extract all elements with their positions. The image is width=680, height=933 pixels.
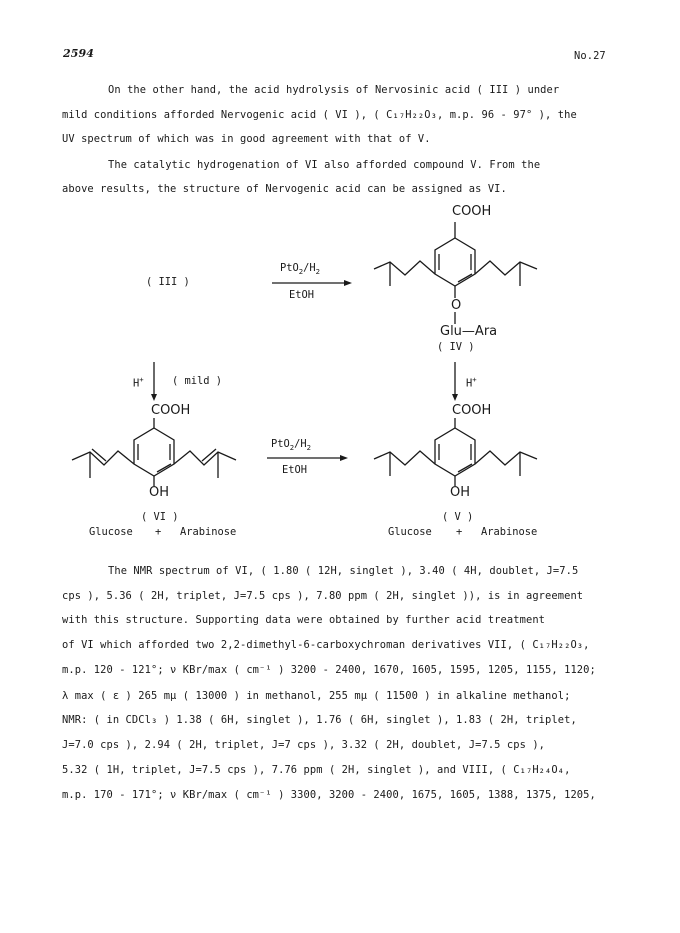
page-number: 2594 xyxy=(63,47,95,60)
structure-V xyxy=(374,418,537,486)
compound-V-label: ( V ) xyxy=(442,511,474,523)
text-line: The NMR spectrum of VI, ( 1.80 ( 12H, singlet ), 3.40 ( 4H, doublet, J=7.5 xyxy=(108,565,579,577)
text-line: m.p. 170 - 171°; ν KBr/max ( cm⁻¹ ) 3300, 3200 - 2400, 1675, 1605, 1388, 1375, 1205, xyxy=(62,789,596,801)
acid-label: H+ xyxy=(133,375,144,390)
glucose-label: Glucose xyxy=(388,526,432,538)
compound-IV-label: ( IV ) xyxy=(437,341,475,353)
structure-VI xyxy=(72,418,236,486)
oh-label: OH xyxy=(149,485,170,500)
text-line: m.p. 120 - 121°; ν KBr/max ( cm⁻¹ ) 3200 - 2400, 1670, 1605, 1595, 1205, 1155, 1120; xyxy=(62,664,596,676)
cooh-label: COOH xyxy=(452,204,492,219)
reagent-label: $PtO_2/H_2$ xyxy=(271,438,312,453)
text-line: λ max ( ε ) 265 mμ ( 13000 ) in methanol, 255 mμ ( 11500 ) in alkaline methanol; xyxy=(62,690,571,702)
text-line: cps ), 5.36 ( 2H, triplet, J=7.5 cps ), 7.80 ppm ( 2H, singlet )), is in agreement xyxy=(62,590,584,602)
glu-ara-label: Glu—Ara xyxy=(440,324,498,339)
arabinose-label: Arabinose xyxy=(481,526,538,538)
plus-label: + xyxy=(155,526,162,538)
text-line: 5.32 ( 1H, triplet, J=7.5 cps ), 7.76 ppm ( 2H, singlet ), and VIII, ( C₁₇H₂₄O₄, xyxy=(62,764,571,776)
cooh-label: COOH xyxy=(151,403,191,418)
reagent-label: $PtO_2/H_2$ xyxy=(280,262,321,277)
compound-III-label: ( III ) xyxy=(146,276,190,288)
oxygen-label: O xyxy=(451,298,462,313)
solvent-label: EtOH xyxy=(282,464,308,476)
cooh-label: COOH xyxy=(452,403,492,418)
text-line: J=7.0 cps ), 2.94 ( 2H, triplet, J=7 cps ), 3.32 ( 2H, doublet, J=7.5 cps ), xyxy=(62,739,546,751)
oh-label: OH xyxy=(450,485,471,500)
text-line: of VI which afforded two 2,2-dimethyl-6-carboxychroman derivatives VII, ( C₁₇H₂₂O₃, xyxy=(62,639,590,651)
text-line: UV spectrum of which was in good agreement with that of V. xyxy=(62,133,431,145)
compound-VI-label: ( VI ) xyxy=(141,511,179,523)
text-line: NMR: ( in CDCl₃ ) 1.38 ( 6H, singlet ), 1.76 ( 6H, singlet ), 1.83 ( 2H, triplet, xyxy=(62,714,577,726)
plus-label: + xyxy=(456,526,463,538)
text-line: On the other hand, the acid hydrolysis of Nervosinic acid ( III ) under xyxy=(108,84,560,96)
acid-label-right: H+ xyxy=(466,375,477,390)
glucose-label: Glucose xyxy=(89,526,133,538)
text-line: above results, the structure of Nervogenic acid can be assigned as VI. xyxy=(62,183,507,195)
solvent-label: EtOH xyxy=(289,289,315,301)
issue-number: No.27 xyxy=(574,50,606,62)
text-line: mild conditions afforded Nervogenic acid ( VI ), ( C₁₇H₂₂O₃, m.p. 96 - 97° ), the xyxy=(62,109,577,121)
mild-label: ( mild ) xyxy=(172,375,223,387)
text-line: with this structure. Supporting data were obtained by further acid treatment xyxy=(62,614,546,626)
text-line: The catalytic hydrogenation of VI also afforded compound V. From the xyxy=(108,159,541,171)
arabinose-label: Arabinose xyxy=(180,526,237,538)
